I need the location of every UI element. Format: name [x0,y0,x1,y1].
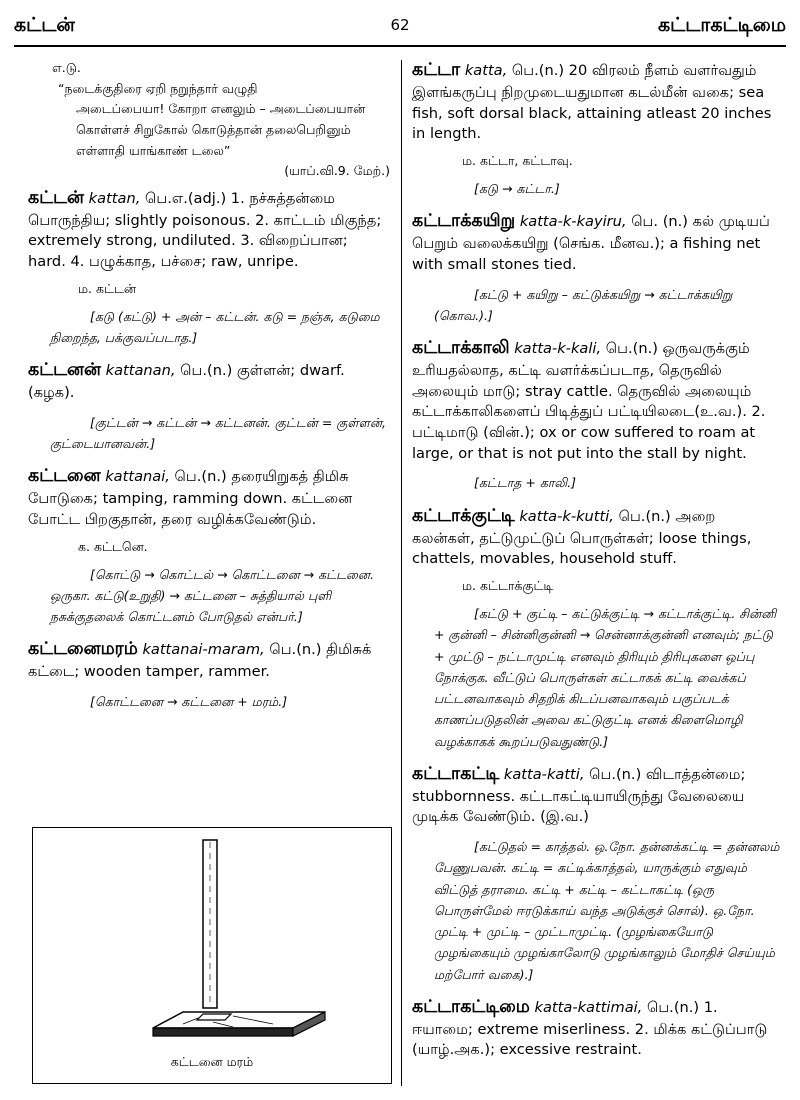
dictionary-entry [412,336,782,464]
headword: கட்டன் [28,187,85,208]
etymology-note: [குட்டன் → கட்டன் → கட்டனன். குட்டன் = குள்ளன், குட்டையானவன்.] [50,414,387,452]
header-right-guideword: கட்டாகட்டிமை [658,14,786,36]
header-left-guideword: கட்டன் [14,14,75,36]
definition: பெ.(n.) குள்ளன்; dwarf. (கழக). [28,362,345,402]
etymology-note: [கடு (கட்டு) + அன் – கட்டன். கடு = நஞ்சு, கடுமை நிறைந்த, பக்குவப்படாத.] [50,308,380,345]
transliteration: kattanai-maram, [142,641,265,659]
quote-line: எள்ளாதி யாங்காண் டலை” [76,142,231,158]
definition: பெ.(n.) தரையிறுகத் திமிசு போடுகை; tamping, ramming down. கட்டனை போட்ட பிறகுதான், தரை வழிக்கவேண்டும். [28,468,353,528]
dictionary-entry [28,464,390,530]
definition: பெ.(n.) 20 விரலம் நீளம் வளர்வதும் இளங்கருப்பு நிறமுடையதுமான கடல்மீன் வகை; sea fish, soft dorsal black, attaining atleast 20 inches in length. [412,62,772,143]
dictionary-entry [28,637,390,683]
headword: கட்டாக்குட்டி [412,505,515,526]
etymology-note: [கட்டுதல் = காத்தல். ஒ.நோ. தன்னக்கட்டி = தன்னலம் பேணுபவன். கட்டி = கட்டிக்காத்தல், யாருக்கும் எதுவும் விட்டுத் தராமை. கட்டி + கட்டி – கட்டாகட்டி (ஒரு பொருள்மேல் ஈரடுக்காய் வந்த அடுக்குச் சொல்). ஒ.நோ. முட்டி + முட்டி – முட்டாமுட்டி. (முழங்கையோடு முழங்கையும் முழங்காலோடு முழங்காலும் மோதிச் செய்யும் மற்போர் வகை).] [434,839,780,982]
right-column [412,58,782,1067]
headword: கட்டாகட்டி [412,763,500,784]
tamper-base-front [153,1028,293,1036]
transliteration: katta, [464,62,508,79]
etymology-note: [கொட்டனை → கட்டனை + மரம்.] [90,693,288,709]
etymology-note: [கட்டாத + காலி.] [474,475,576,491]
cognate-note: ம. கட்டா, கட்டாவு. [462,153,573,168]
dictionary-entry [412,58,782,145]
definition: பெ.(n.) திமிசுக் கட்டை; wooden tamper, rammer. [28,641,372,681]
figure-caption: கட்டனை மரம் [170,1054,254,1069]
transliteration: kattanan, [105,362,176,380]
tamper-illustration-box [32,827,392,1084]
headword: கட்டாக்காலி [412,338,510,359]
headword: கட்டா [412,60,461,80]
etymology-note: [கொட்டு → கொட்டல் → கொட்டனை → கட்டனை. ஒருகா. கட்டு(உறுதி) → கட்டனை – சுத்தியால் புளி நசுக்குதலைக் கொட்டனம் போடுதல் என்பர்.] [50,566,374,625]
transliteration: kattan, [88,189,141,207]
headword: கட்டனைமரம் [28,639,138,660]
quote-label: எ.டு. [52,60,81,75]
page-header [14,14,786,42]
etymology-note: [கட்டு + குட்டி – கட்டுக்குட்டி → கட்டாக்குட்டி. சின்னி + குன்னி – சின்னிகுன்னி → சென்னாக்குன்னி எனவும்; நட்டு + முட்டு – நட்டாமுட்டி எனவும் திரியும் திரிபுகளை ஒப்பு நோக்குக. வீட்டுப் பொருள்கள் கட்டாகக் கட்டி வைக்கப் பட்டனவாகவும் சிதறிக் கிடப்பனவாகவும் பகுப்படக் காணப்படுதலின் அவை கட்டுகுட்டி எனக் கிளைமொழி வழக்காகக் கூறப்படுவதுண்டு.] [434,606,777,749]
transliteration: katta-katti, [503,765,585,783]
tamper-collar [197,1014,231,1020]
wooden-tamper-illustration [33,828,391,1058]
quote-block [52,58,390,182]
header-rule [14,45,786,47]
headword: கட்டாக்கயிறு [412,211,516,232]
page-number: 62 [390,16,410,34]
transliteration: katta-k-kali, [514,340,602,358]
quote-line: அடைப்பையா! கோறா எனலும் – அடைப்பையான் [76,101,366,117]
transliteration: katta-kattimai, [534,998,643,1016]
transliteration: katta-k-kutti, [519,507,614,525]
dictionary-entry [28,358,390,404]
transliteration: katta-k-kayiru, [519,213,627,231]
dictionary-entry [412,504,782,570]
cognate-note: ம. கட்டன் [78,280,137,296]
etymology-note: [கடு → கட்டா.] [474,181,560,196]
etymology-note: [கட்டு + கயிறு – கட்டுக்கயிறு → கட்டாக்கயிறு (கொவ.).] [434,286,733,323]
definition: பெ.(n.) அறை கலன்கள், தட்டுமுட்டுப் பொருள்கள்; loose things, chattels, movables, household stuff. [412,507,752,568]
definition: பெ.(n.) ஒருவருக்கும் உரியதல்லாத, கட்டி வளர்க்கப்படாத, தெருவில் அலையும் மாடு; stray cattle. தெருவில் அலையும் கட்டாக்காலிகளைப் பிடித்துப் பட்டியிலடை(உ.வ.). 2. பட்டிமாடு (வின்.); ox or cow suffered to roam at large, or that is not put into the stall by night. [412,340,766,462]
cognate-note: ம. கட்டாக்குட்டி [462,578,554,593]
dictionary-entry [412,209,782,275]
dictionary-entry [28,186,390,273]
transliteration: kattanai, [105,468,170,486]
quote-line: “நடைக்குதிரை ஏறி நறுந்தார் வழுதி [58,80,258,96]
definition: பெ.(n.) 1. ஈயாமை; extreme miserliness. 2. மிக்க கட்டுப்பாடு (யாழ்.அக.); excessive restraint. [412,998,768,1059]
dictionary-entry [412,762,782,828]
cognate-note: க. கட்டனெ. [78,538,148,554]
column-divider [401,60,402,1086]
definition: பெ. (n.) கல் முடியப் பெறும் வலைக்கயிறு (செங்க. மீனவ.); a fishing net with small stones tied. [412,213,770,273]
left-column [28,58,390,722]
definition: பெ.(n.) விடாத்தன்மை; stubbornness. கட்டாகட்டியாயிருந்து வேலையை முடிக்க வேண்டும். (இ.வ.) [412,765,746,826]
headword: கட்டாகட்டிமை [412,996,530,1017]
quote-source: (யாப்.வி.9. மேற்.) [284,163,390,179]
headword: கட்டனன் [28,360,101,381]
quote-line: கொள்ளச் சிறுகோல் கொடுத்தான் தலைபெறினும் [76,121,351,137]
headword: கட்டனை [28,466,101,487]
definition: பெ.எ.(adj.) 1. நச்சுத்தன்மை பொருந்திய; slightly poisonous. 2. காட்டம் மிகுந்த; extremely strong, undiluted. 3. விறைப்பான; hard. 4. பழுக்காத, பச்சை; raw, unripe. [28,189,382,271]
dictionary-entry [412,995,782,1061]
